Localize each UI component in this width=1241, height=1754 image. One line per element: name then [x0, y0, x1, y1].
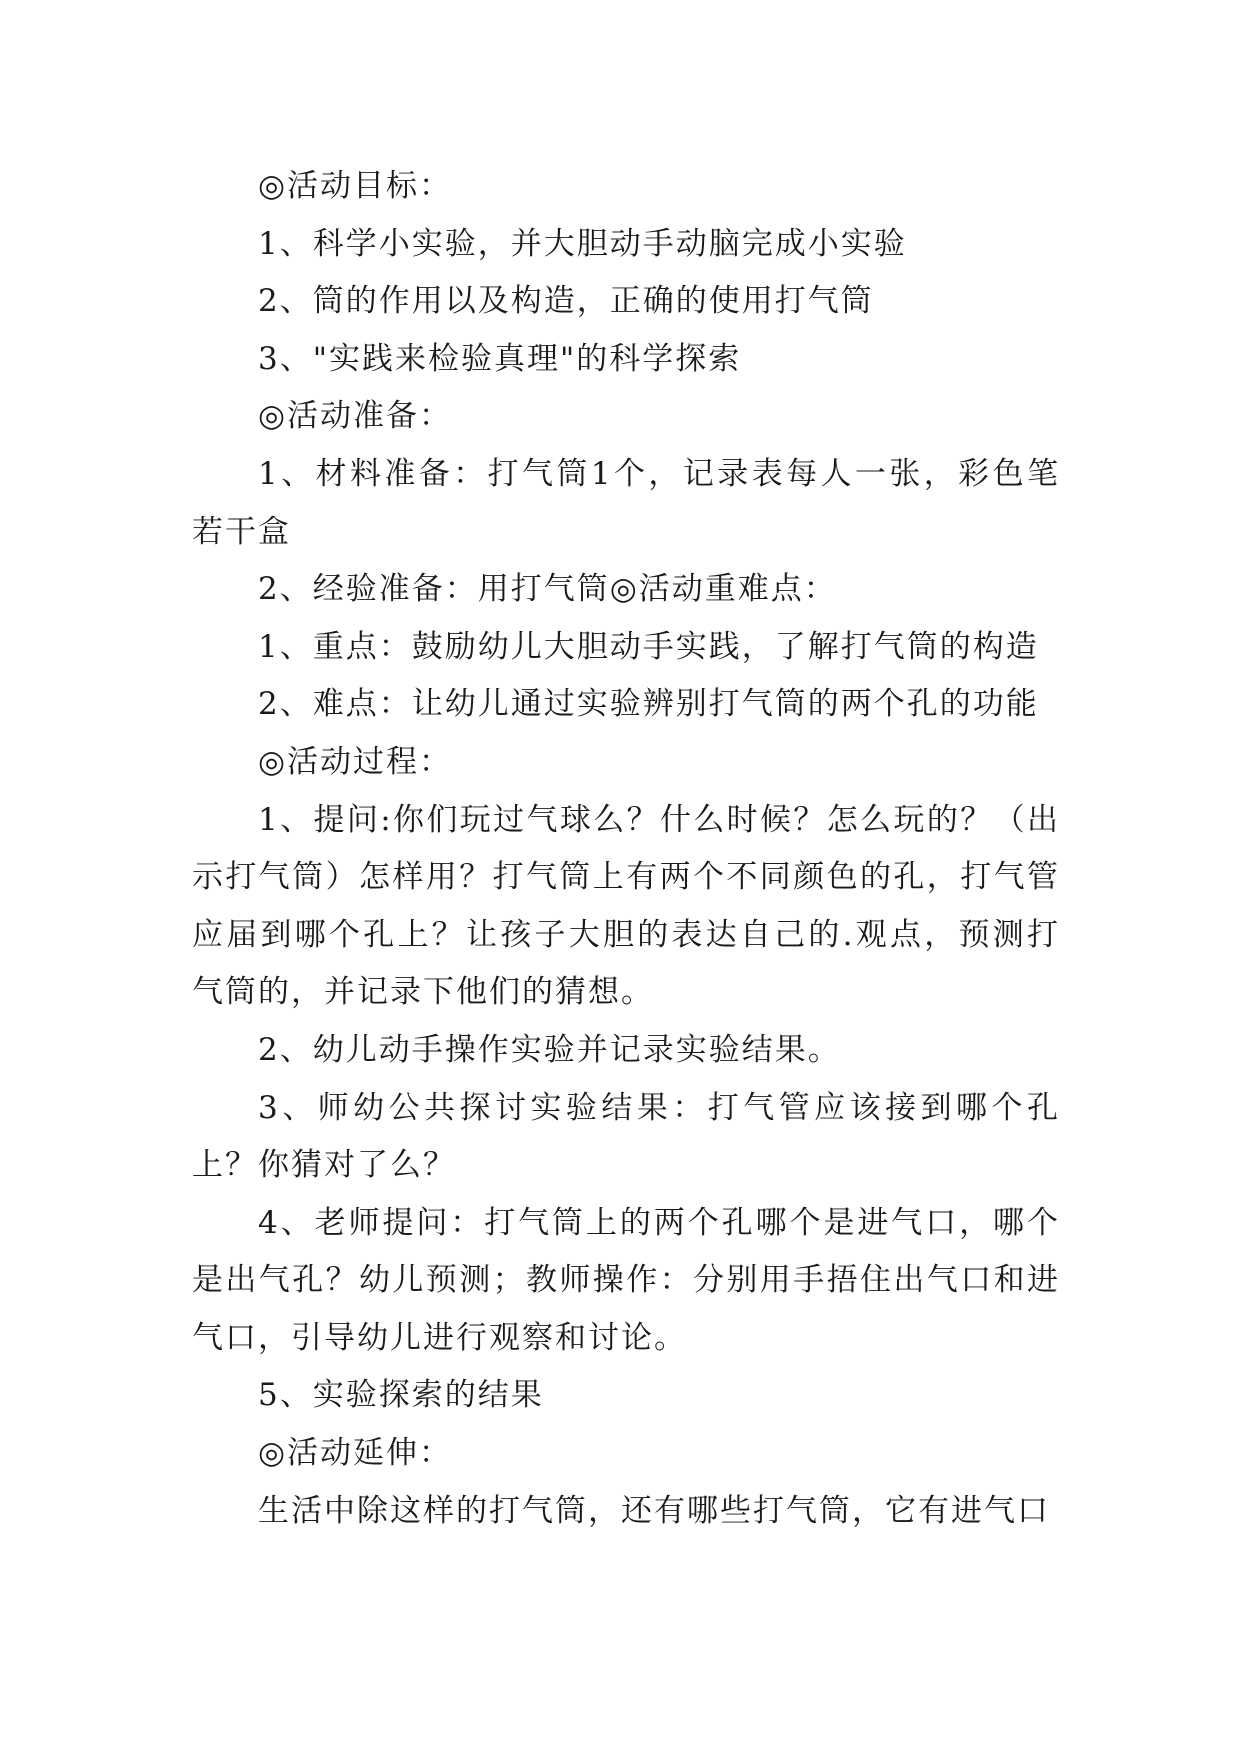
- key-point-item-1: 1、重点：鼓励幼儿大胆动手实践，了解打气筒的构造: [258, 628, 1039, 665]
- section-heading-process: ◎活动过程：: [258, 743, 453, 780]
- goal-item-1: 1、科学小实验，并大胆动手动脑完成小实验: [258, 225, 907, 262]
- process-item-5: 5、实验探索的结果: [258, 1377, 544, 1414]
- document-body: [192, 158, 1060, 1540]
- goal-item-3: 3、"实践来检验真理"的科学探索: [258, 340, 742, 377]
- section-heading-preparation: ◎活动准备：: [258, 398, 453, 435]
- extension-text: 生活中除这样的打气筒，还有哪些打气筒，它有进气口: [258, 1492, 1050, 1529]
- preparation-item-2: 2、经验准备：用打气筒◎活动重难点：: [258, 571, 837, 608]
- process-item-1: 1、提问:你们玩过气球么？什么时候？怎么玩的？（出示打气筒）怎样用？打气筒上有两个不同颜色的孔，打气管应届到哪个孔上？让孩子大胆的表达自己的.观点，预测打气筒的，并记录下他们的猜想。: [192, 801, 1060, 1011]
- key-point-item-2: 2、难点：让幼儿通过实验辨别打气筒的两个孔的功能: [258, 686, 1039, 723]
- section-heading-goals: ◎活动目标：: [258, 168, 453, 204]
- preparation-item-1: 1、材料准备：打气筒1个，记录表每人一张，彩色笔若干盒: [192, 455, 1060, 550]
- process-item-4: 4、老师提问：打气筒上的两个孔哪个是进气口，哪个是出气孔？幼儿预测；教师操作：分别用手捂住出气口和进气口，引导幼儿进行观察和讨论。: [192, 1204, 1060, 1356]
- goal-item-2: 2、筒的作用以及构造，正确的使用打气筒: [258, 283, 874, 320]
- process-item-2: 2、幼儿动手操作实验并记录实验结果。: [258, 1031, 841, 1068]
- process-item-3: 3、师幼公共探讨实验结果：打气管应该接到哪个孔上？你猜对了么？: [192, 1089, 1060, 1184]
- section-heading-extension: ◎活动延伸：: [258, 1435, 453, 1472]
